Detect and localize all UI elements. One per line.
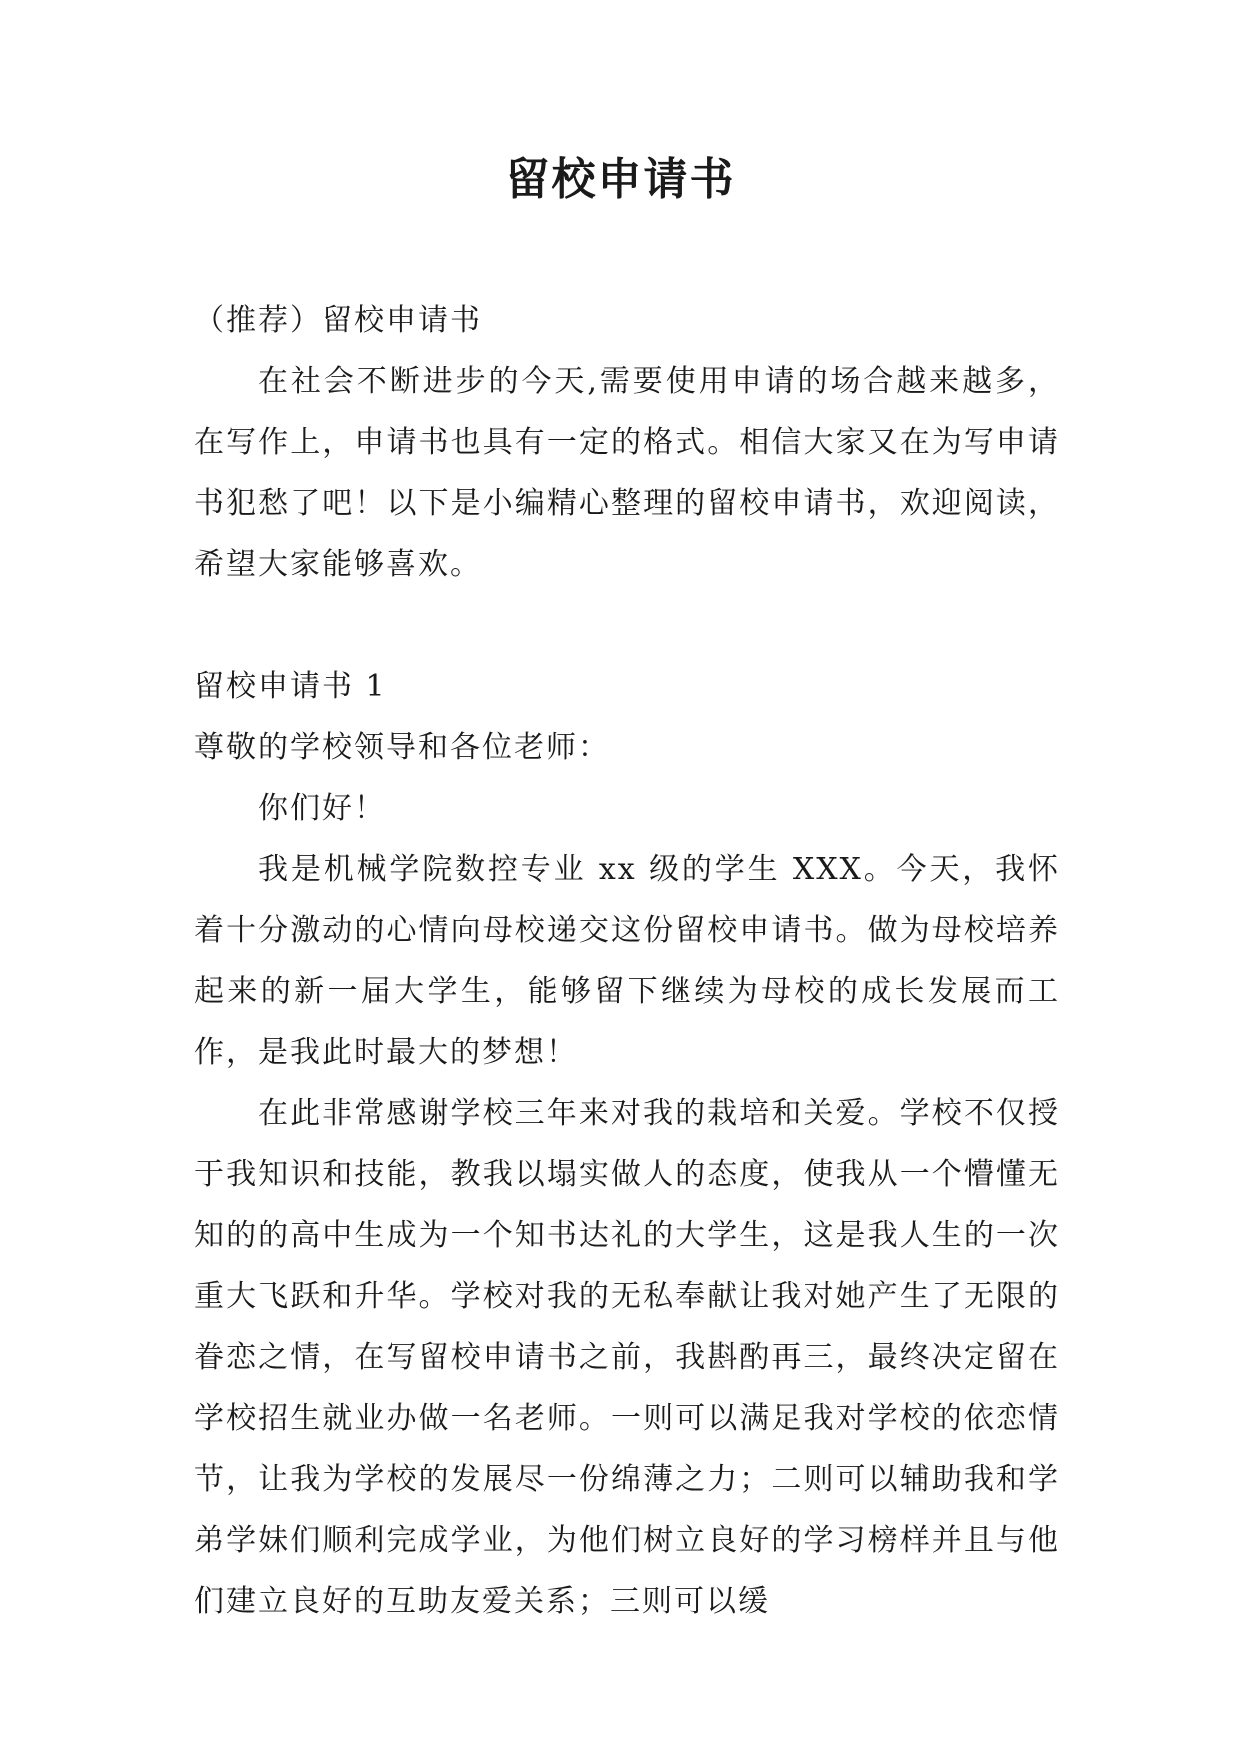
greeting-line: 你们好！ — [258, 791, 386, 826]
document-title: 留校申请书 — [505, 154, 736, 205]
body-paragraph-2: 在此非常感谢学校三年来对我的栽培和关爱。学校不仅授于我知识和技能，教我以塌实做人的态度，使我从一个懵懂无知的的高中生成为一个知书达礼的大学生，这是我人生的一次重大飞跃和升华。学校对我的无私奉献让我对她产生了无限的眷恋之情，在写留校申请书之前，我斟酌再三，最终决定留在学校招生就业办做一名老师。一则可以满足我对学校的依恋情节，让我为学校的发展尽一份绵薄之力；二则可以辅助我和学弟学妹们顺利完成学业，为他们树立良好的学习榜样并且与他们建立良好的互助友爱关系；三则可以缓 — [194, 1096, 1060, 1619]
subtitle-line: （推荐）留校申请书 — [194, 303, 482, 338]
section-heading: 留校申请书 1 — [194, 669, 387, 704]
document-body — [194, 290, 1060, 1632]
body-paragraph-1: 我是机械学院数控专业 xx 级的学生 XXX。今天，我怀着十分激动的心情向母校递交这份留校申请书。做为母校培养起来的新一届大学生，能够留下继续为母校的成长发展而工作，是我此时最大的梦想！ — [194, 852, 1060, 1070]
paragraph-spacer — [194, 595, 1060, 656]
intro-paragraph: 在社会不断进步的今天,需要使用申请的场合越来越多，在写作上，申请书也具有一定的格式。相信大家又在为写申请书犯愁了吧！以下是小编精心整理的留校申请书，欢迎阅读，希望大家能够喜欢。 — [194, 364, 1060, 582]
salutation-line: 尊敬的学校领导和各位老师： — [194, 730, 610, 765]
